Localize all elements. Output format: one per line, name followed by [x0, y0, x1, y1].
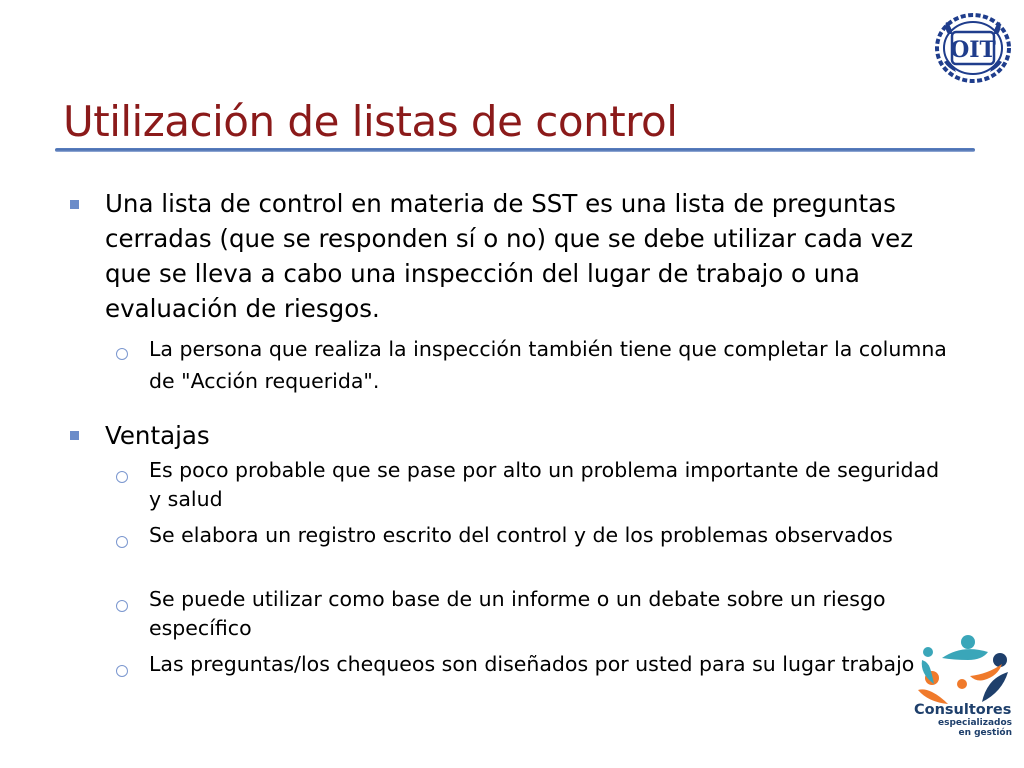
sub-bullet-text: Las preguntas/los chequeos son diseñados por usted para su lugar trabajo — [149, 652, 915, 676]
sub-bullet-text: Es poco probable que se pase por alto un problema importante de seguridad y salud — [149, 458, 940, 511]
square-bullet-icon — [70, 198, 82, 210]
consultores-line2: especializados — [938, 718, 1012, 728]
bullet-text: Una lista de control en materia de SST es una lista de preguntas cerradas (que se responden sí o no) que se debe utilizar cada vez que se lleva a cabo una inspección del lugar de trabajo o una evaluación de riesgos. — [105, 189, 914, 323]
circle-bullet-icon — [116, 340, 128, 360]
sub-bullet-text: Se elabora un registro escrito del control y de los problemas observados — [149, 523, 893, 547]
sub-bullet-text: La persona que realiza la inspección también tiene que completar la columna de "Acción requerida". — [149, 337, 947, 393]
consultores-line3: en gestión — [958, 728, 1012, 738]
oit-logo-text: OIT — [950, 37, 996, 63]
consultores-logo-text — [914, 702, 1014, 738]
bullet-text: Ventajas — [105, 421, 210, 450]
consultores-line1: Consultores — [914, 702, 1012, 718]
circle-bullet-icon — [116, 528, 128, 548]
title-underline — [55, 148, 975, 152]
oit-logo-icon — [934, 12, 1012, 84]
sub-bullet-text: Se puede utilizar como base de un informe o un debate sobre un riesgo específico — [149, 587, 886, 640]
circle-bullet-icon — [116, 592, 128, 612]
slide-title: Utilización de listas de control — [63, 97, 678, 146]
square-bullet-icon — [70, 429, 82, 441]
circle-bullet-icon — [116, 463, 128, 483]
circle-bullet-icon — [116, 657, 128, 677]
